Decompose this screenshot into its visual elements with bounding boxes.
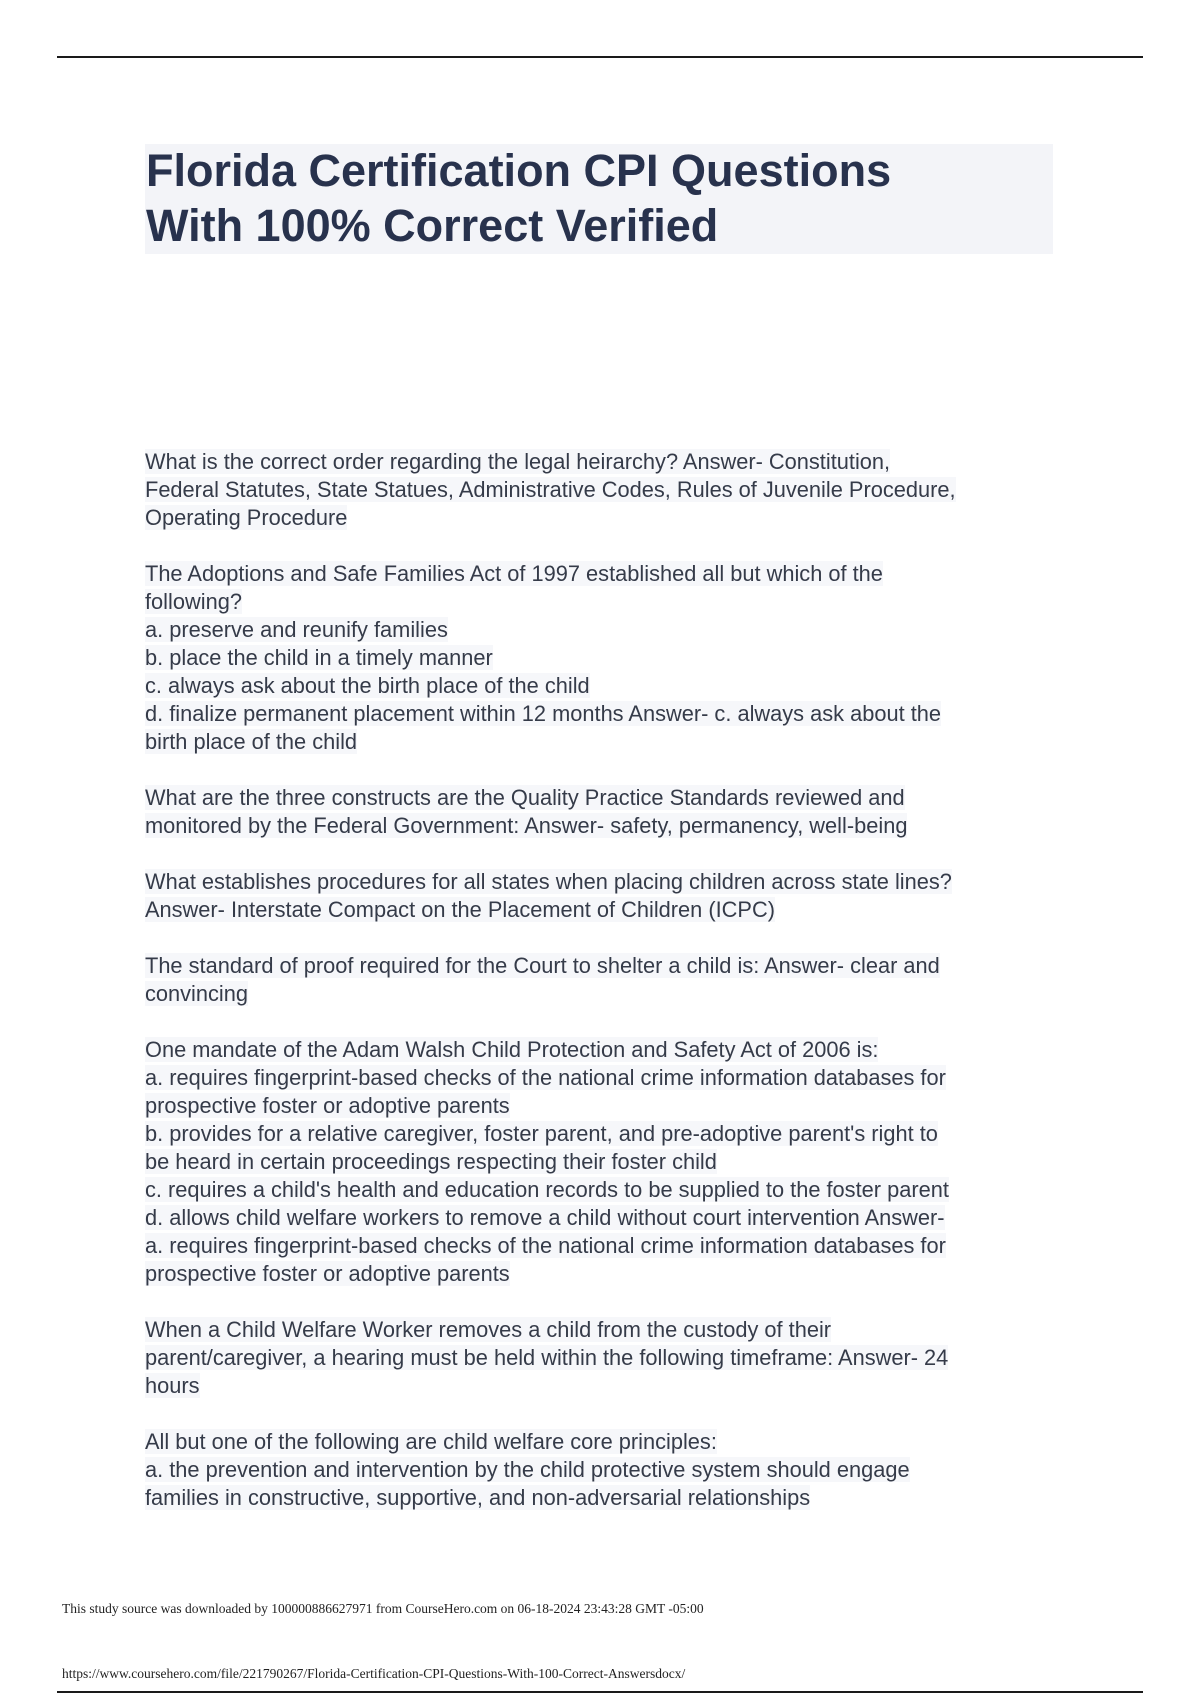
qa-line xyxy=(145,700,1055,728)
qa-item xyxy=(145,560,1055,756)
qa-line-text: parent/caregiver, a hearing must be held within the following timeframe: Answer- 24 xyxy=(145,1345,949,1370)
qa-item xyxy=(145,1316,1055,1400)
qa-item xyxy=(145,448,1055,532)
top-rule xyxy=(57,56,1143,58)
qa-line-text: What are the three constructs are the Quality Practice Standards reviewed and xyxy=(145,785,905,810)
qa-line-text: The standard of proof required for the Court to shelter a child is: Answer- clear and xyxy=(145,953,940,978)
bottom-rule xyxy=(57,1691,1143,1693)
qa-line-text: birth place of the child xyxy=(145,729,358,754)
qa-line-text: b. place the child in a timely manner xyxy=(145,645,493,670)
qa-line xyxy=(145,1456,1055,1484)
qa-line-text: a. requires fingerprint-based checks of the national crime information databases for xyxy=(145,1233,946,1258)
qa-line xyxy=(145,1344,1055,1372)
qa-line xyxy=(145,1316,1055,1344)
document-title xyxy=(146,143,1052,253)
qa-line xyxy=(145,560,1055,588)
qa-line-text: convincing xyxy=(145,981,248,1006)
qa-line xyxy=(145,1148,1055,1176)
qa-line xyxy=(145,1372,1055,1400)
qa-line xyxy=(145,504,1055,532)
qa-item xyxy=(145,952,1055,1008)
qa-line xyxy=(145,616,1055,644)
qa-item xyxy=(145,868,1055,924)
qa-line xyxy=(145,476,1055,504)
qa-line-text: One mandate of the Adam Walsh Child Protection and Safety Act of 2006 is: xyxy=(145,1037,879,1062)
qa-line-text: prospective foster or adoptive parents xyxy=(145,1261,510,1286)
qa-line-text: Answer- Interstate Compact on the Placement of Children (ICPC) xyxy=(145,897,775,922)
qa-item xyxy=(145,1036,1055,1288)
qa-line xyxy=(145,588,1055,616)
qa-line-text: following? xyxy=(145,589,242,614)
qa-line-text: a. requires fingerprint-based checks of the national crime information databases for xyxy=(145,1065,946,1090)
qa-line xyxy=(145,1036,1055,1064)
title-line-1: Florida Certification CPI Questions xyxy=(146,145,892,196)
qa-line xyxy=(145,1428,1055,1456)
qa-line xyxy=(145,1260,1055,1288)
qa-line-text: d. finalize permanent placement within 12 months Answer- c. always ask about the xyxy=(145,701,942,726)
source-url[interactable]: https://www.coursehero.com/file/221790267/Florida-Certification-CPI-Questions-With-100-Correct-Answersdocx/ xyxy=(62,1666,686,1681)
title-line-2: With 100% Correct Verified xyxy=(146,200,719,251)
qa-line xyxy=(145,868,1055,896)
download-source-note: This study source was downloaded by 100000886627971 from CourseHero.com on 06-18-2024 23:43:28 GMT -05:00 xyxy=(62,1601,704,1616)
qa-line-text: All but one of the following are child welfare core principles: xyxy=(145,1429,717,1454)
qa-line-text: hours xyxy=(145,1373,200,1398)
qa-line xyxy=(145,728,1055,756)
qa-line xyxy=(145,448,1055,476)
qa-line-text: When a Child Welfare Worker removes a child from the custody of their xyxy=(145,1317,832,1342)
qa-line xyxy=(145,1176,1055,1204)
qa-line xyxy=(145,1092,1055,1120)
qa-line-text: What establishes procedures for all states when placing children across state lines? xyxy=(145,869,952,894)
qa-line-text: What is the correct order regarding the legal heirarchy? Answer- Constitution, xyxy=(145,449,891,474)
qa-line xyxy=(145,980,1055,1008)
qa-line xyxy=(145,1204,1055,1232)
qa-line-text: be heard in certain proceedings respecting their foster child xyxy=(145,1149,717,1174)
qa-line xyxy=(145,812,1055,840)
qa-line-text: monitored by the Federal Government: Answer- safety, permanency, well-being xyxy=(145,813,908,838)
qa-line xyxy=(145,1064,1055,1092)
qa-line-text: c. requires a child's health and education records to be supplied to the foster parent xyxy=(145,1177,949,1202)
qa-line xyxy=(145,644,1055,672)
qa-line xyxy=(145,896,1055,924)
qa-list xyxy=(145,448,1055,1540)
qa-line-text: families in constructive, supportive, and non-adversarial relationships xyxy=(145,1485,811,1510)
qa-line xyxy=(145,672,1055,700)
qa-line-text: a. the prevention and intervention by the child protective system should engage xyxy=(145,1457,910,1482)
qa-line-text: d. allows child welfare workers to remove a child without court intervention Answer- xyxy=(145,1205,945,1230)
qa-line-text: prospective foster or adoptive parents xyxy=(145,1093,510,1118)
qa-line-text: Operating Procedure xyxy=(145,505,348,530)
qa-item xyxy=(145,784,1055,840)
qa-line-text: The Adoptions and Safe Families Act of 1997 established all but which of the xyxy=(145,561,883,586)
qa-line xyxy=(145,1120,1055,1148)
qa-line-text: a. preserve and reunify families xyxy=(145,617,448,642)
qa-line xyxy=(145,1484,1055,1512)
qa-line xyxy=(145,1232,1055,1260)
qa-line-text: b. provides for a relative caregiver, foster parent, and pre-adoptive parent's right to xyxy=(145,1121,938,1146)
qa-line-text: c. always ask about the birth place of the child xyxy=(145,673,590,698)
qa-line xyxy=(145,952,1055,980)
qa-line xyxy=(145,784,1055,812)
qa-item xyxy=(145,1428,1055,1512)
qa-line-text: Federal Statutes, State Statues, Administrative Codes, Rules of Juvenile Procedure, xyxy=(145,477,956,502)
